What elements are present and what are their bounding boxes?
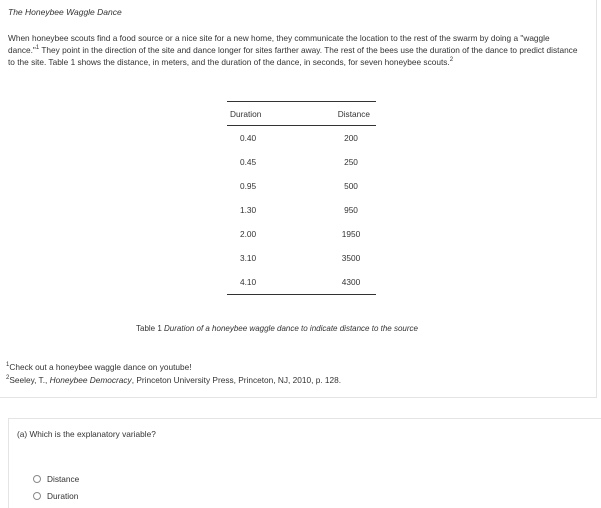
- option-distance[interactable]: [33, 474, 79, 484]
- caption-text: Duration of a honeybee waggle dance to indicate distance to the source: [164, 324, 418, 333]
- footnote-text-1: Check out a honeybee waggle dance on youtube!: [9, 362, 192, 372]
- duration-cell: 2.00: [240, 229, 257, 239]
- footnote-ref-1: 1: [35, 45, 40, 52]
- table-row: [227, 150, 376, 174]
- distance-cell: 500: [344, 181, 358, 191]
- question-panel: [8, 418, 601, 508]
- radio-button-icon[interactable]: [33, 492, 41, 500]
- footnote-1: [6, 361, 341, 374]
- footnote-ref-2: 2: [449, 57, 454, 64]
- footnote-2: [6, 374, 341, 387]
- passage-paragraph: [8, 32, 583, 69]
- column-header-duration: Duration: [227, 102, 304, 126]
- duration-cell: 4.10: [227, 270, 304, 295]
- table-row: [227, 246, 376, 270]
- footnote-number-1: 1: [6, 362, 10, 369]
- caption-label: Table 1: [136, 324, 162, 333]
- paragraph-text-2: They point in the direction of the site and dance longer for sites farther away. The rest of the bees use the duration of the dance to predict distance to the site. Table 1 shows the distance, in meters, and the duration of the dance, in seconds, for seven honeybee scouts.: [8, 45, 578, 68]
- footnote-text-2-post: , Princeton University Press, Princeton, NJ, 2010, p. 128.: [131, 374, 342, 385]
- column-header-distance: Distance: [304, 102, 376, 126]
- distance-cell: 250: [344, 157, 358, 167]
- table-row: [227, 270, 376, 295]
- distance-cell: 950: [344, 205, 358, 215]
- table-row: [227, 198, 376, 222]
- table-caption: [136, 324, 418, 333]
- option-label: Duration: [47, 491, 79, 501]
- book-title: Honeybee Democracy: [49, 374, 132, 385]
- passage-title: The Honeybee Waggle Dance: [8, 7, 122, 17]
- footnote-number-2: 2: [6, 374, 10, 381]
- distance-cell: 200: [344, 133, 358, 143]
- distance-cell: 1950: [341, 229, 361, 239]
- radio-button-icon[interactable]: [33, 475, 41, 483]
- distance-cell: 4300: [304, 270, 376, 295]
- table-row: [227, 222, 376, 246]
- table-header-row: [227, 102, 376, 126]
- duration-cell: 3.10: [240, 253, 257, 263]
- option-label: Distance: [47, 474, 80, 484]
- table-row: [227, 126, 376, 151]
- data-table: [227, 101, 376, 295]
- duration-cell: 0.45: [240, 157, 257, 167]
- duration-cell: 1.30: [240, 205, 257, 215]
- duration-cell: 0.40: [240, 133, 257, 143]
- option-duration[interactable]: [33, 491, 78, 501]
- duration-cell: 0.95: [240, 181, 257, 191]
- footnote-text-2-pre: Seeley, T.,: [9, 374, 50, 385]
- distance-cell: 3500: [341, 253, 361, 263]
- table-row: [227, 174, 376, 198]
- question-text: (a) Which is the explanatory variable?: [17, 429, 156, 439]
- paragraph-text-1: When honeybee scouts find a food source or a nice site for a new home, they communicate the location to the rest of the swarm by doing a "waggle dance.": [8, 33, 550, 56]
- footnotes: [6, 361, 341, 386]
